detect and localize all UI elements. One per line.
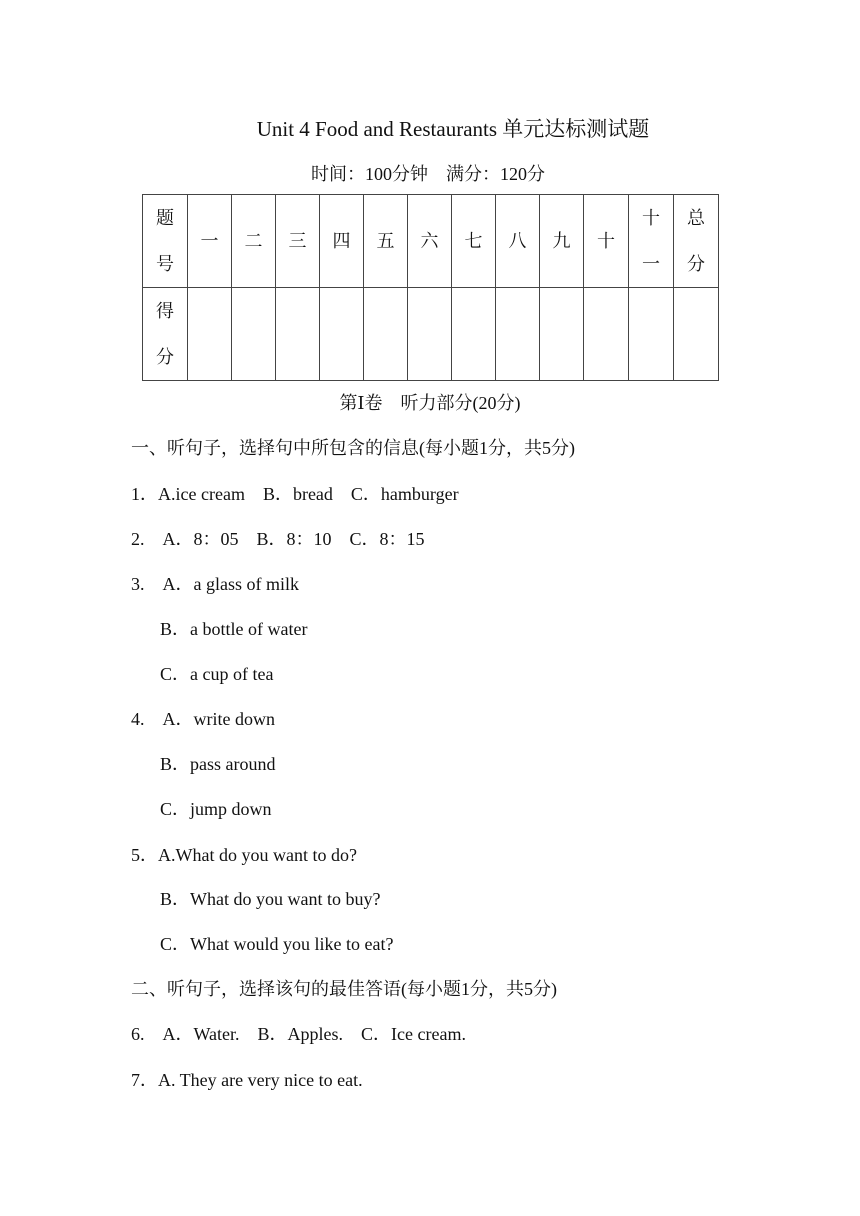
question-5-option-c: C．What would you like to eat? (160, 934, 394, 954)
score-table (142, 194, 719, 381)
section-heading-1: 一、听句子，选择句中所包含的信息(每小题1分，共5分) (131, 438, 575, 458)
score-cell[interactable] (629, 288, 674, 381)
header-cell-4: 四 (320, 195, 364, 288)
score-cell[interactable] (674, 288, 719, 381)
question-4-option-c: C．jump down (160, 799, 272, 819)
score-cell[interactable] (496, 288, 540, 381)
score-cell[interactable] (276, 288, 320, 381)
header-cell-11: 十 一 (629, 195, 674, 288)
header-cell-7: 七 (452, 195, 496, 288)
score-cell[interactable] (540, 288, 584, 381)
header-cell-10: 十 (584, 195, 629, 288)
score-cell[interactable] (408, 288, 452, 381)
question-2: 2. A．8：05 B．8：10 C．8：15 (131, 529, 425, 549)
question-3-option-c: C．a cup of tea (160, 664, 274, 684)
score-cell[interactable] (584, 288, 629, 381)
score-table-header-row (143, 195, 719, 288)
header-cell-3: 三 (276, 195, 320, 288)
header-cell-1: 一 (188, 195, 232, 288)
header-cell-2: 二 (232, 195, 276, 288)
question-4: 4. A．write down (131, 709, 275, 729)
score-cell[interactable] (320, 288, 364, 381)
score-table-score-row (143, 288, 719, 381)
section-heading-2: 二、听句子，选择该句的最佳答语(每小题1分，共5分) (131, 979, 557, 999)
header-cell-question-number: 题 号 (143, 195, 188, 288)
question-7: 7．A. They are very nice to eat. (131, 1070, 363, 1090)
exam-info: 时间：100分钟 满分：120分 (311, 164, 545, 184)
header-cell-8: 八 (496, 195, 540, 288)
page-title: Unit 4 Food and Restaurants 单元达标测试题 (256, 117, 650, 141)
part-heading: 第Ⅰ卷 听力部分(20分) (339, 393, 521, 413)
score-cell[interactable] (452, 288, 496, 381)
header-cell-5: 五 (364, 195, 408, 288)
question-5: 5．A.What do you want to do? (131, 845, 357, 865)
score-cell[interactable] (364, 288, 408, 381)
header-cell-6: 六 (408, 195, 452, 288)
score-cell[interactable] (232, 288, 276, 381)
header-cell-total: 总 分 (674, 195, 719, 288)
score-cell[interactable] (188, 288, 232, 381)
question-5-option-b: B．What do you want to buy? (160, 889, 381, 909)
question-3-option-b: B．a bottle of water (160, 619, 308, 639)
question-4-option-b: B．pass around (160, 754, 276, 774)
score-label-cell: 得 分 (143, 288, 188, 381)
question-3: 3. A．a glass of milk (131, 574, 299, 594)
question-1: 1．A.ice cream B．bread C．hamburger (131, 484, 459, 504)
header-cell-9: 九 (540, 195, 584, 288)
question-6: 6. A．Water. B．Apples. C．Ice cream. (131, 1024, 466, 1044)
